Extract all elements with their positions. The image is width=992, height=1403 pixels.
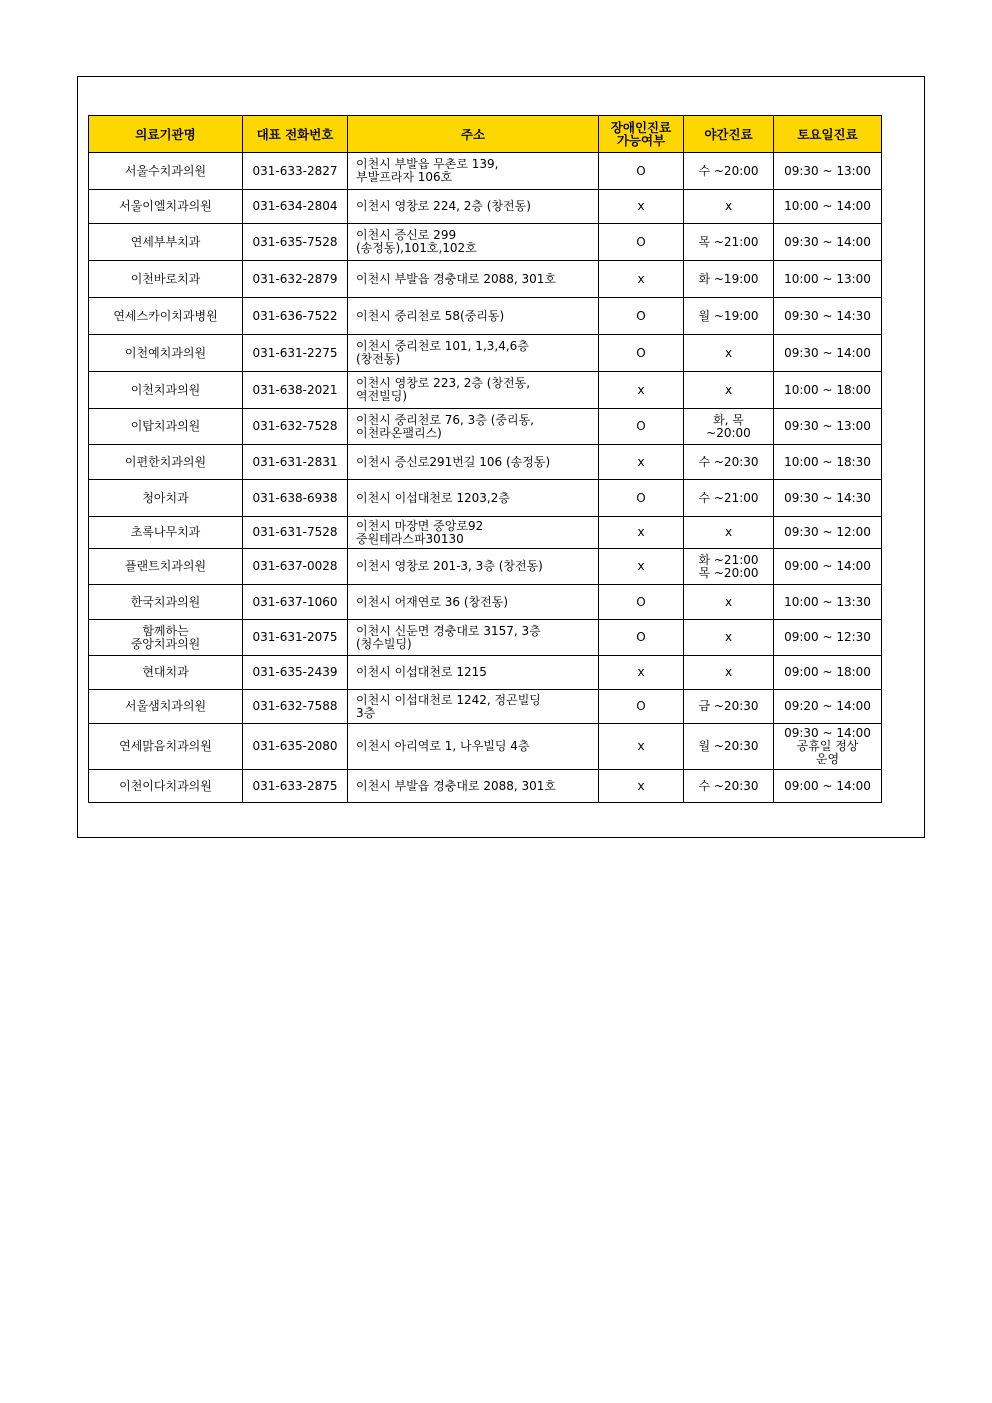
night-care-cell: 수 ~21:00 [684,480,774,517]
clinic-name-cell: 한국치과의원 [89,585,243,620]
clinic-name-cell: 이편한치과의원 [89,445,243,480]
saturday-care-cell: 10:00 ~ 18:30 [774,445,882,480]
clinic-name-cell: 플랜트치과의원 [89,549,243,585]
header-clinic-name: 의료기관명 [89,116,243,153]
clinic-name-cell: 서울샘치과의원 [89,690,243,724]
disabled-care-cell: x [599,549,684,585]
saturday-care-cell: 10:00 ~ 13:30 [774,585,882,620]
header-address: 주소 [348,116,599,153]
clinic-name-cell: 이탑치과의원 [89,409,243,445]
table-row [89,153,882,190]
disabled-care-cell: O [599,690,684,724]
phone-cell: 031-638-2021 [243,372,348,409]
clinic-name-cell: 서울수치과의원 [89,153,243,190]
table-row [89,298,882,335]
address-cell: 이천시 어재연로 36 (창전동) [348,585,599,620]
saturday-care-cell: 09:30 ~ 14:00 [774,335,882,372]
table-row [89,770,882,803]
disabled-care-cell: O [599,480,684,517]
night-care-cell: x [684,656,774,690]
table-row [89,724,882,770]
phone-cell: 031-632-7588 [243,690,348,724]
address-cell: 이천시 마장면 중앙로92 중원테라스파30130 [348,517,599,549]
address-cell: 이천시 중리천로 76, 3층 (중리동, 이천라온팰리스) [348,409,599,445]
saturday-care-cell: 10:00 ~ 14:00 [774,190,882,224]
address-cell: 이천시 영창로 201-3, 3층 (창전동) [348,549,599,585]
table-row [89,372,882,409]
table-row [89,620,882,656]
address-cell: 이천시 이섭대천로 1203,2층 [348,480,599,517]
clinic-name-cell: 초록나무치과 [89,517,243,549]
saturday-care-cell: 09:30 ~ 14:00 공휴일 정상 운영 [774,724,882,770]
phone-cell: 031-631-2831 [243,445,348,480]
phone-cell: 031-636-7522 [243,298,348,335]
table-row [89,409,882,445]
table-row [89,224,882,261]
night-care-cell: 목 ~21:00 [684,224,774,261]
night-care-cell: 수 ~20:00 [684,153,774,190]
phone-cell: 031-638-6938 [243,480,348,517]
clinic-name-cell: 이천치과의원 [89,372,243,409]
phone-cell: 031-633-2875 [243,770,348,803]
disabled-care-cell: O [599,335,684,372]
saturday-care-cell: 09:30 ~ 12:00 [774,517,882,549]
phone-cell: 031-634-2804 [243,190,348,224]
night-care-cell: x [684,585,774,620]
address-cell: 이천시 증신로291번길 106 (송정동) [348,445,599,480]
saturday-care-cell: 09:30 ~ 14:30 [774,298,882,335]
saturday-care-cell: 09:00 ~ 14:00 [774,549,882,585]
night-care-cell: x [684,517,774,549]
dental-clinic-table [88,115,882,803]
address-cell: 이천시 아리역로 1, 나우빌딩 4층 [348,724,599,770]
saturday-care-cell: 09:30 ~ 13:00 [774,153,882,190]
clinic-name-cell: 서울이엘치과의원 [89,190,243,224]
disabled-care-cell: O [599,153,684,190]
table-header-row [89,116,882,153]
disabled-care-cell: O [599,224,684,261]
saturday-care-cell: 09:20 ~ 14:00 [774,690,882,724]
header-saturday-care: 토요일진료 [774,116,882,153]
night-care-cell: 화 ~21:00 목 ~20:00 [684,549,774,585]
saturday-care-cell: 10:00 ~ 18:00 [774,372,882,409]
disabled-care-cell: x [599,656,684,690]
address-cell: 이천시 부발읍 무촌로 139, 부발프라자 106호 [348,153,599,190]
table-row [89,585,882,620]
header-phone: 대표 전화번호 [243,116,348,153]
phone-cell: 031-635-2080 [243,724,348,770]
address-cell: 이천시 부발읍 경충대로 2088, 301호 [348,770,599,803]
disabled-care-cell: x [599,770,684,803]
night-care-cell: x [684,372,774,409]
header-night-care: 야간진료 [684,116,774,153]
saturday-care-cell: 09:30 ~ 13:00 [774,409,882,445]
address-cell: 이천시 중리천로 101, 1,3,4,6층 (창전동) [348,335,599,372]
night-care-cell: 금 ~20:30 [684,690,774,724]
phone-cell: 031-637-1060 [243,585,348,620]
clinic-name-cell: 함께하는 중앙치과의원 [89,620,243,656]
phone-cell: 031-633-2827 [243,153,348,190]
table-row [89,656,882,690]
saturday-care-cell: 09:30 ~ 14:30 [774,480,882,517]
phone-cell: 031-635-2439 [243,656,348,690]
night-care-cell: 수 ~20:30 [684,445,774,480]
disabled-care-cell: O [599,585,684,620]
disabled-care-cell: x [599,517,684,549]
phone-cell: 031-631-2275 [243,335,348,372]
address-cell: 이천시 이섭대천로 1215 [348,656,599,690]
disabled-care-cell: x [599,261,684,298]
table-row [89,335,882,372]
disabled-care-cell: x [599,190,684,224]
night-care-cell: 화, 목 ~20:00 [684,409,774,445]
table-row [89,517,882,549]
night-care-cell: 수 ~20:30 [684,770,774,803]
clinic-name-cell: 연세스카이치과병원 [89,298,243,335]
saturday-care-cell: 09:00 ~ 18:00 [774,656,882,690]
clinic-name-cell: 연세맑음치과의원 [89,724,243,770]
night-care-cell: 월 ~20:30 [684,724,774,770]
address-cell: 이천시 중리천로 58(중리동) [348,298,599,335]
address-cell: 이천시 이섭대천로 1242, 정곤빌딩 3층 [348,690,599,724]
disabled-care-cell: O [599,409,684,445]
clinic-name-cell: 이천바로치과 [89,261,243,298]
phone-cell: 031-631-7528 [243,517,348,549]
clinic-name-cell: 이천예치과의원 [89,335,243,372]
night-care-cell: 화 ~19:00 [684,261,774,298]
phone-cell: 031-632-2879 [243,261,348,298]
table-row [89,445,882,480]
night-care-cell: x [684,620,774,656]
address-cell: 이천시 증신로 299 (송정동),101호,102호 [348,224,599,261]
header-disabled-care: 장애인진료 가능여부 [599,116,684,153]
disabled-care-cell: O [599,298,684,335]
disabled-care-cell: x [599,445,684,480]
night-care-cell: x [684,190,774,224]
phone-cell: 031-637-0028 [243,549,348,585]
address-cell: 이천시 영창로 223, 2층 (창전동, 역전빌딩) [348,372,599,409]
address-cell: 이천시 신둔면 경충대로 3157, 3층 (청수빌딩) [348,620,599,656]
disabled-care-cell: O [599,620,684,656]
saturday-care-cell: 09:00 ~ 14:00 [774,770,882,803]
saturday-care-cell: 10:00 ~ 13:00 [774,261,882,298]
table-row [89,261,882,298]
disabled-care-cell: x [599,372,684,409]
saturday-care-cell: 09:00 ~ 12:30 [774,620,882,656]
phone-cell: 031-632-7528 [243,409,348,445]
clinic-name-cell: 현대치과 [89,656,243,690]
phone-cell: 031-635-7528 [243,224,348,261]
night-care-cell: x [684,335,774,372]
night-care-cell: 월 ~19:00 [684,298,774,335]
address-cell: 이천시 부발읍 경충대로 2088, 301호 [348,261,599,298]
phone-cell: 031-631-2075 [243,620,348,656]
table-row [89,190,882,224]
table-row [89,480,882,517]
table-row [89,690,882,724]
clinic-name-cell: 연세부부치과 [89,224,243,261]
address-cell: 이천시 영창로 224, 2층 (창전동) [348,190,599,224]
clinic-name-cell: 청아치과 [89,480,243,517]
saturday-care-cell: 09:30 ~ 14:00 [774,224,882,261]
table-row [89,549,882,585]
disabled-care-cell: x [599,724,684,770]
clinic-name-cell: 이천이다치과의원 [89,770,243,803]
